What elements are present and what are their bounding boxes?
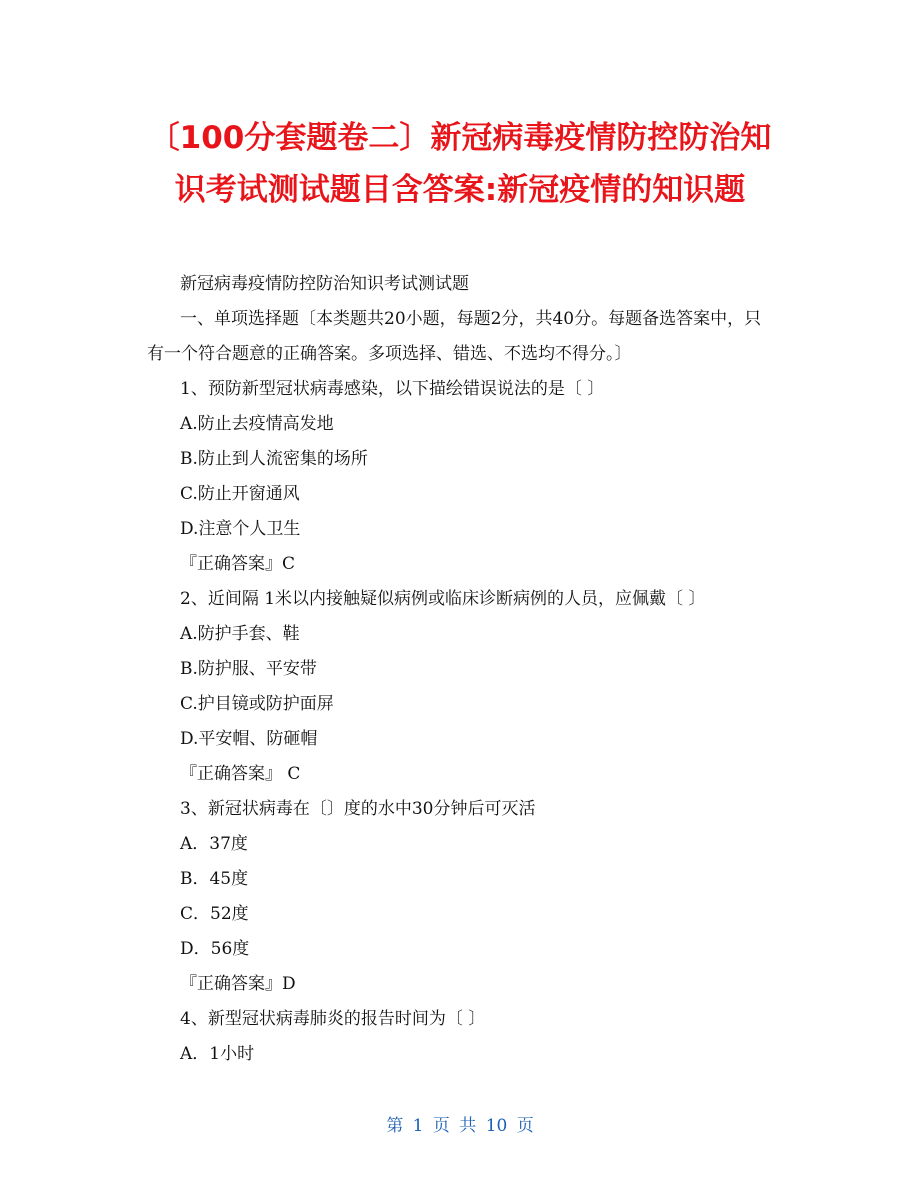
page-number-footer: 第 1 页 共 10 页 [386, 1116, 534, 1136]
question-option: C．52度 [180, 904, 249, 924]
section-line-2: 有一个符合题意的正确答案。多项选择、错选、不选均不得分。〕 [147, 344, 632, 364]
question-stem: 4、新型冠状病毒肺炎的报告时间为〔 〕 [180, 1009, 486, 1029]
title-line-1: 〔100分套题卷二〕新冠病毒疫情防控防治知 [148, 120, 772, 156]
question-answer: 『正确答案』C [180, 554, 296, 574]
question-option: A．1小时 [180, 1044, 255, 1064]
question-answer: 『正确答案』D [180, 974, 296, 994]
question-option: B．45度 [180, 869, 249, 889]
question-stem: 1、预防新型冠状病毒感染，以下描绘错误说法的是〔 〕 [180, 379, 605, 399]
section-line-1: 一、单项选择题〔本类题共20小题，每题2分，共40分。每题备选答案中，只 [180, 309, 762, 329]
exam-subtitle: 新冠病毒疫情防控防治知识考试测试题 [180, 274, 469, 294]
question-option: B.防护服、平安带 [180, 659, 317, 679]
question-option: D.注意个人卫生 [180, 519, 301, 539]
question-option: D．56度 [180, 939, 250, 959]
question-option: C.护目镜或防护面屏 [180, 694, 334, 714]
question-option: A.防护手套、鞋 [180, 624, 300, 644]
document-title [100, 112, 820, 216]
question-option: A.防止去疫情高发地 [180, 414, 334, 434]
question-option: A．37度 [180, 834, 248, 854]
section-instructions [147, 302, 797, 372]
question-stem: 3、新冠状病毒在〔〕度的水中30分钟后可灭活 [180, 799, 536, 819]
question-stem: 2、近间隔 1米以内接触疑似病例或临床诊断病例的人员，应佩戴〔 〕 [180, 589, 706, 609]
question-option: C.防止开窗通风 [180, 484, 300, 504]
document-body [147, 267, 797, 1072]
title-line-2: 识考试测试题目含答案:新冠疫情的知识题 [174, 172, 746, 208]
question-option: B.防止到人流密集的场所 [180, 449, 368, 469]
question-option: D.平安帽、防砸帽 [180, 729, 318, 749]
question-answer: 『正确答案』 C [180, 764, 301, 784]
